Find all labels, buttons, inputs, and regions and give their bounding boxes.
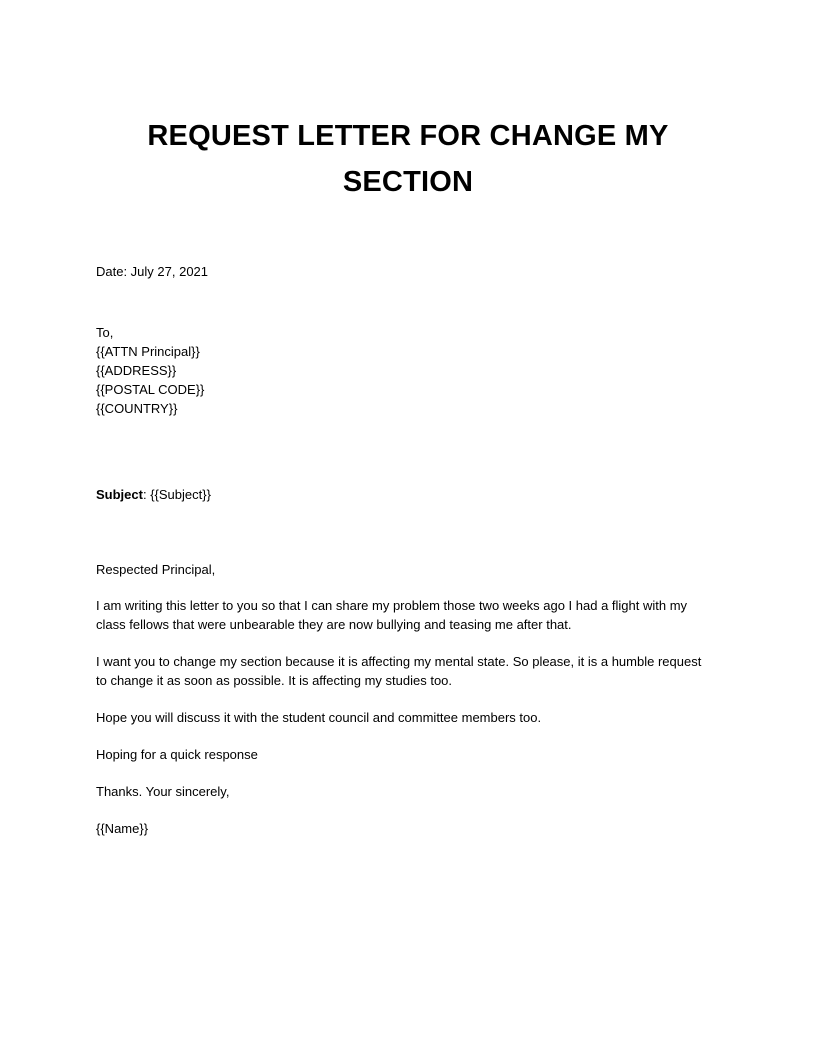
paragraph-1-line-1: I am writing this letter to you so that I can share my problem those two weeks ago I had a flight with my [96, 598, 688, 613]
recipient-address: {{ADDRESS}} [96, 363, 177, 378]
paragraph-3-text: Hope you will discuss it with the student council and committee members too. [96, 710, 542, 725]
closing [96, 782, 736, 801]
title-line-2: SECTION [342, 166, 474, 198]
signature [96, 819, 736, 838]
subject-label: Subject [96, 487, 143, 502]
paragraph-2-line-2: to change it as soon as possible. It is affecting my studies too. [96, 673, 453, 688]
salutation-text: Respected Principal, [96, 562, 216, 577]
paragraph-4-text: Hoping for a quick response [96, 747, 258, 762]
paragraph-3 [96, 708, 736, 727]
recipient-postal-code: {{POSTAL CODE}} [96, 382, 205, 397]
date-text: Date: July 27, 2021 [96, 264, 209, 279]
paragraph-1-line-2: class fellows that were unbearable they are now bullying and teasing me after that. [96, 617, 572, 632]
salutation [96, 560, 736, 579]
paragraph-1 [96, 596, 736, 634]
subject-row [96, 485, 736, 504]
paragraph-2-line-1: I want you to change my section because it is affecting my mental state. So please, it is a humble request [96, 654, 702, 669]
paragraph-4 [96, 745, 736, 764]
date-line [96, 262, 736, 281]
subject-colon: : [142, 487, 147, 502]
signature-name: {{Name}} [96, 821, 149, 836]
subject-value: {{Subject}} [146, 487, 211, 502]
title-line-1: REQUEST LETTER FOR CHANGE MY [147, 120, 669, 152]
recipient-attn: {{ATTN Principal}} [96, 344, 200, 359]
recipient-to: To, [96, 325, 114, 340]
closing-text: Thanks. Your sincerely, [96, 784, 230, 799]
paragraph-2 [96, 652, 736, 690]
recipient-block [96, 323, 736, 418]
subject-line [96, 485, 736, 504]
page-title [96, 113, 720, 205]
recipient-country: {{COUNTRY}} [96, 401, 178, 416]
